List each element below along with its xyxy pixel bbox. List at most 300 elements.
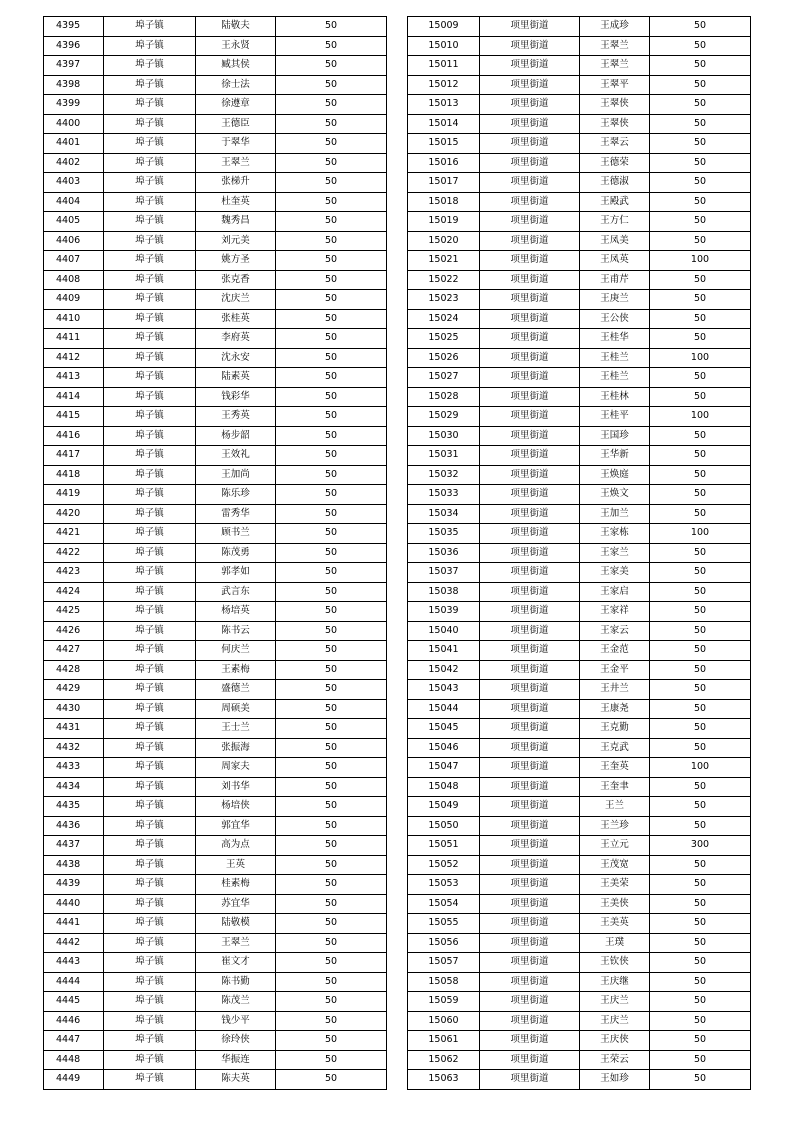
record-id-cell: 15058 xyxy=(408,972,480,992)
town-cell: 项里街道 xyxy=(480,582,580,602)
right-table xyxy=(407,16,751,1090)
town-cell: 埠子镇 xyxy=(104,387,196,407)
table-row xyxy=(408,231,751,251)
amount-cell: 50 xyxy=(276,972,387,992)
table-row xyxy=(44,972,387,992)
town-cell: 埠子镇 xyxy=(104,270,196,290)
town-cell: 项里街道 xyxy=(480,777,580,797)
amount-cell: 50 xyxy=(650,1031,751,1051)
record-id-cell: 4441 xyxy=(44,914,104,934)
table-row xyxy=(44,173,387,193)
table-row xyxy=(408,1031,751,1051)
person-name-cell: 杨培侠 xyxy=(196,797,276,817)
amount-cell: 50 xyxy=(276,914,387,934)
record-id-cell: 4408 xyxy=(44,270,104,290)
amount-cell: 50 xyxy=(650,563,751,583)
person-name-cell: 王庆兰 xyxy=(580,992,650,1012)
amount-cell: 50 xyxy=(650,192,751,212)
town-cell: 项里街道 xyxy=(480,933,580,953)
amount-cell: 50 xyxy=(650,173,751,193)
left-table-body xyxy=(44,17,387,1090)
person-name-cell: 顾书兰 xyxy=(196,524,276,544)
person-name-cell: 王茂宽 xyxy=(580,855,650,875)
record-id-cell: 4401 xyxy=(44,134,104,154)
town-cell: 项里街道 xyxy=(480,816,580,836)
person-name-cell: 钱少平 xyxy=(196,1011,276,1031)
amount-cell: 50 xyxy=(276,582,387,602)
table-row xyxy=(44,855,387,875)
town-cell: 项里街道 xyxy=(480,758,580,778)
amount-cell: 50 xyxy=(650,875,751,895)
town-cell: 项里街道 xyxy=(480,699,580,719)
table-row xyxy=(408,485,751,505)
record-id-cell: 15053 xyxy=(408,875,480,895)
table-row xyxy=(408,504,751,524)
table-row xyxy=(408,992,751,1012)
table-row xyxy=(408,641,751,661)
person-name-cell: 张振海 xyxy=(196,738,276,758)
town-cell: 埠子镇 xyxy=(104,329,196,349)
person-name-cell: 王素梅 xyxy=(196,660,276,680)
record-id-cell: 15020 xyxy=(408,231,480,251)
person-name-cell: 王庚兰 xyxy=(580,290,650,310)
table-row xyxy=(408,738,751,758)
town-cell: 埠子镇 xyxy=(104,348,196,368)
record-id-cell: 4438 xyxy=(44,855,104,875)
amount-cell: 50 xyxy=(276,446,387,466)
amount-cell: 50 xyxy=(276,173,387,193)
record-id-cell: 4395 xyxy=(44,17,104,37)
record-id-cell: 15033 xyxy=(408,485,480,505)
table-row xyxy=(408,134,751,154)
person-name-cell: 王井兰 xyxy=(580,680,650,700)
record-id-cell: 4424 xyxy=(44,582,104,602)
town-cell: 埠子镇 xyxy=(104,602,196,622)
record-id-cell: 4412 xyxy=(44,348,104,368)
record-id-cell: 15055 xyxy=(408,914,480,934)
town-cell: 埠子镇 xyxy=(104,621,196,641)
record-id-cell: 4446 xyxy=(44,1011,104,1031)
amount-cell: 300 xyxy=(650,836,751,856)
record-id-cell: 4425 xyxy=(44,602,104,622)
record-id-cell: 4417 xyxy=(44,446,104,466)
town-cell: 埠子镇 xyxy=(104,582,196,602)
person-name-cell: 陈书云 xyxy=(196,621,276,641)
record-id-cell: 4443 xyxy=(44,953,104,973)
amount-cell: 50 xyxy=(650,953,751,973)
amount-cell: 50 xyxy=(276,329,387,349)
table-row xyxy=(408,621,751,641)
record-id-cell: 15060 xyxy=(408,1011,480,1031)
record-id-cell: 4419 xyxy=(44,485,104,505)
person-name-cell: 王兰珍 xyxy=(580,816,650,836)
town-cell: 项里街道 xyxy=(480,738,580,758)
table-row xyxy=(44,36,387,56)
person-name-cell: 武言东 xyxy=(196,582,276,602)
person-name-cell: 王康尧 xyxy=(580,699,650,719)
record-id-cell: 15041 xyxy=(408,641,480,661)
table-row xyxy=(44,309,387,329)
amount-cell: 50 xyxy=(650,1070,751,1090)
table-row xyxy=(408,95,751,115)
amount-cell: 100 xyxy=(650,407,751,427)
person-name-cell: 王秀英 xyxy=(196,407,276,427)
town-cell: 埠子镇 xyxy=(104,719,196,739)
amount-cell: 50 xyxy=(650,426,751,446)
record-id-cell: 15050 xyxy=(408,816,480,836)
town-cell: 埠子镇 xyxy=(104,309,196,329)
person-name-cell: 王兰 xyxy=(580,797,650,817)
table-row xyxy=(44,114,387,134)
town-cell: 埠子镇 xyxy=(104,114,196,134)
amount-cell: 50 xyxy=(276,309,387,329)
amount-cell: 50 xyxy=(276,153,387,173)
person-name-cell: 钱彩华 xyxy=(196,387,276,407)
person-name-cell: 王奎聿 xyxy=(580,777,650,797)
person-name-cell: 王庆继 xyxy=(580,972,650,992)
record-id-cell: 15057 xyxy=(408,953,480,973)
amount-cell: 50 xyxy=(276,348,387,368)
town-cell: 项里街道 xyxy=(480,153,580,173)
person-name-cell: 何庆兰 xyxy=(196,641,276,661)
town-cell: 项里街道 xyxy=(480,426,580,446)
town-cell: 埠子镇 xyxy=(104,563,196,583)
table-row xyxy=(408,933,751,953)
amount-cell: 50 xyxy=(276,524,387,544)
person-name-cell: 王金平 xyxy=(580,660,650,680)
table-row xyxy=(408,1050,751,1070)
town-cell: 项里街道 xyxy=(480,114,580,134)
record-id-cell: 4445 xyxy=(44,992,104,1012)
record-id-cell: 15014 xyxy=(408,114,480,134)
table-row xyxy=(44,680,387,700)
table-row xyxy=(44,407,387,427)
record-id-cell: 4397 xyxy=(44,56,104,76)
amount-cell: 50 xyxy=(276,1050,387,1070)
person-name-cell: 苏宜华 xyxy=(196,894,276,914)
table-row xyxy=(44,758,387,778)
person-name-cell: 于翠华 xyxy=(196,134,276,154)
town-cell: 埠子镇 xyxy=(104,56,196,76)
town-cell: 埠子镇 xyxy=(104,95,196,115)
amount-cell: 50 xyxy=(276,1070,387,1090)
amount-cell: 50 xyxy=(276,602,387,622)
person-name-cell: 徐玲侠 xyxy=(196,1031,276,1051)
amount-cell: 50 xyxy=(276,777,387,797)
town-cell: 项里街道 xyxy=(480,914,580,934)
table-row xyxy=(44,368,387,388)
record-id-cell: 4399 xyxy=(44,95,104,115)
person-name-cell: 王翠侠 xyxy=(580,95,650,115)
amount-cell: 50 xyxy=(276,1011,387,1031)
record-id-cell: 4444 xyxy=(44,972,104,992)
amount-cell: 50 xyxy=(650,602,751,622)
town-cell: 埠子镇 xyxy=(104,36,196,56)
record-id-cell: 4416 xyxy=(44,426,104,446)
town-cell: 项里街道 xyxy=(480,797,580,817)
person-name-cell: 王家兰 xyxy=(580,543,650,563)
town-cell: 埠子镇 xyxy=(104,192,196,212)
amount-cell: 50 xyxy=(650,914,751,934)
amount-cell: 50 xyxy=(276,368,387,388)
table-row xyxy=(408,192,751,212)
town-cell: 埠子镇 xyxy=(104,875,196,895)
person-name-cell: 杨培英 xyxy=(196,602,276,622)
record-id-cell: 4420 xyxy=(44,504,104,524)
table-row xyxy=(44,270,387,290)
town-cell: 项里街道 xyxy=(480,251,580,271)
record-id-cell: 4439 xyxy=(44,875,104,895)
amount-cell: 50 xyxy=(276,816,387,836)
table-row xyxy=(408,563,751,583)
person-name-cell: 王殿武 xyxy=(580,192,650,212)
amount-cell: 50 xyxy=(650,1011,751,1031)
table-row xyxy=(408,582,751,602)
town-cell: 项里街道 xyxy=(480,17,580,37)
record-id-cell: 15032 xyxy=(408,465,480,485)
table-row xyxy=(44,582,387,602)
table-row xyxy=(408,602,751,622)
person-name-cell: 王公侠 xyxy=(580,309,650,329)
record-id-cell: 15025 xyxy=(408,329,480,349)
record-id-cell: 15049 xyxy=(408,797,480,817)
amount-cell: 50 xyxy=(650,680,751,700)
town-cell: 项里街道 xyxy=(480,270,580,290)
amount-cell: 50 xyxy=(276,134,387,154)
table-row xyxy=(408,758,751,778)
amount-cell: 50 xyxy=(650,56,751,76)
amount-cell: 50 xyxy=(276,1031,387,1051)
table-row xyxy=(44,1011,387,1031)
amount-cell: 50 xyxy=(276,114,387,134)
town-cell: 项里街道 xyxy=(480,621,580,641)
record-id-cell: 15037 xyxy=(408,563,480,583)
table-row xyxy=(44,95,387,115)
person-name-cell: 刘元美 xyxy=(196,231,276,251)
record-id-cell: 15010 xyxy=(408,36,480,56)
town-cell: 埠子镇 xyxy=(104,524,196,544)
amount-cell: 50 xyxy=(650,992,751,1012)
table-row xyxy=(408,114,751,134)
table-row xyxy=(408,368,751,388)
person-name-cell: 王家云 xyxy=(580,621,650,641)
person-name-cell: 王德荣 xyxy=(580,153,650,173)
table-row xyxy=(408,387,751,407)
person-name-cell: 王焕文 xyxy=(580,485,650,505)
record-id-cell: 15036 xyxy=(408,543,480,563)
amount-cell: 50 xyxy=(650,641,751,661)
record-id-cell: 15045 xyxy=(408,719,480,739)
amount-cell: 50 xyxy=(650,465,751,485)
town-cell: 项里街道 xyxy=(480,134,580,154)
table-row xyxy=(44,953,387,973)
record-id-cell: 15034 xyxy=(408,504,480,524)
amount-cell: 50 xyxy=(276,855,387,875)
person-name-cell: 王奎英 xyxy=(580,758,650,778)
amount-cell: 50 xyxy=(650,309,751,329)
person-name-cell: 王凤美 xyxy=(580,231,650,251)
record-id-cell: 4449 xyxy=(44,1070,104,1090)
amount-cell: 50 xyxy=(276,290,387,310)
amount-cell: 50 xyxy=(276,953,387,973)
amount-cell: 50 xyxy=(650,212,751,232)
record-id-cell: 4440 xyxy=(44,894,104,914)
table-row xyxy=(44,699,387,719)
amount-cell: 50 xyxy=(276,836,387,856)
amount-cell: 50 xyxy=(276,504,387,524)
town-cell: 埠子镇 xyxy=(104,485,196,505)
town-cell: 项里街道 xyxy=(480,875,580,895)
table-row xyxy=(44,348,387,368)
person-name-cell: 王凤英 xyxy=(580,251,650,271)
record-id-cell: 4411 xyxy=(44,329,104,349)
table-row xyxy=(44,1070,387,1090)
record-id-cell: 4430 xyxy=(44,699,104,719)
table-row xyxy=(408,855,751,875)
table-row xyxy=(408,348,751,368)
record-id-cell: 4421 xyxy=(44,524,104,544)
person-name-cell: 崔文才 xyxy=(196,953,276,973)
record-id-cell: 15024 xyxy=(408,309,480,329)
person-name-cell: 郭孝如 xyxy=(196,563,276,583)
town-cell: 埠子镇 xyxy=(104,134,196,154)
amount-cell: 50 xyxy=(650,738,751,758)
town-cell: 埠子镇 xyxy=(104,1031,196,1051)
person-name-cell: 陆敬模 xyxy=(196,914,276,934)
amount-cell: 50 xyxy=(276,563,387,583)
person-name-cell: 魏秀昌 xyxy=(196,212,276,232)
town-cell: 项里街道 xyxy=(480,1050,580,1070)
record-id-cell: 4403 xyxy=(44,173,104,193)
record-id-cell: 4448 xyxy=(44,1050,104,1070)
amount-cell: 50 xyxy=(276,875,387,895)
person-name-cell: 王翠兰 xyxy=(580,56,650,76)
record-id-cell: 15048 xyxy=(408,777,480,797)
town-cell: 埠子镇 xyxy=(104,953,196,973)
person-name-cell: 桂素梅 xyxy=(196,875,276,895)
town-cell: 埠子镇 xyxy=(104,680,196,700)
record-id-cell: 15029 xyxy=(408,407,480,427)
amount-cell: 50 xyxy=(276,251,387,271)
town-cell: 项里街道 xyxy=(480,173,580,193)
town-cell: 项里街道 xyxy=(480,231,580,251)
record-id-cell: 4406 xyxy=(44,231,104,251)
person-name-cell: 王永贤 xyxy=(196,36,276,56)
person-name-cell: 高为点 xyxy=(196,836,276,856)
record-id-cell: 4436 xyxy=(44,816,104,836)
table-row xyxy=(44,563,387,583)
record-id-cell: 15026 xyxy=(408,348,480,368)
amount-cell: 50 xyxy=(650,231,751,251)
record-id-cell: 15015 xyxy=(408,134,480,154)
record-id-cell: 15018 xyxy=(408,192,480,212)
table-row xyxy=(44,816,387,836)
amount-cell: 50 xyxy=(650,894,751,914)
amount-cell: 50 xyxy=(276,660,387,680)
person-name-cell: 王庆兰 xyxy=(580,1011,650,1031)
record-id-cell: 4402 xyxy=(44,153,104,173)
table-row xyxy=(44,290,387,310)
amount-cell: 50 xyxy=(650,17,751,37)
person-name-cell: 王桂华 xyxy=(580,329,650,349)
town-cell: 埠子镇 xyxy=(104,231,196,251)
record-id-cell: 15052 xyxy=(408,855,480,875)
person-name-cell: 盛德兰 xyxy=(196,680,276,700)
amount-cell: 50 xyxy=(276,95,387,115)
record-id-cell: 15044 xyxy=(408,699,480,719)
amount-cell: 50 xyxy=(650,719,751,739)
town-cell: 项里街道 xyxy=(480,485,580,505)
table-row xyxy=(44,602,387,622)
table-row xyxy=(44,621,387,641)
town-cell: 项里街道 xyxy=(480,56,580,76)
person-name-cell: 王英 xyxy=(196,855,276,875)
record-id-cell: 4396 xyxy=(44,36,104,56)
person-name-cell: 王钦侠 xyxy=(580,953,650,973)
person-name-cell: 陈夫英 xyxy=(196,1070,276,1090)
table-row xyxy=(408,309,751,329)
table-row xyxy=(408,699,751,719)
table-row xyxy=(408,251,751,271)
table-row xyxy=(44,504,387,524)
town-cell: 埠子镇 xyxy=(104,75,196,95)
table-row xyxy=(408,719,751,739)
record-id-cell: 4435 xyxy=(44,797,104,817)
town-cell: 项里街道 xyxy=(480,836,580,856)
record-id-cell: 4409 xyxy=(44,290,104,310)
table-row xyxy=(44,485,387,505)
amount-cell: 50 xyxy=(650,75,751,95)
table-row xyxy=(44,992,387,1012)
town-cell: 埠子镇 xyxy=(104,992,196,1012)
person-name-cell: 王美荣 xyxy=(580,875,650,895)
table-row xyxy=(44,251,387,271)
town-cell: 埠子镇 xyxy=(104,1011,196,1031)
record-id-cell: 4433 xyxy=(44,758,104,778)
town-cell: 项里街道 xyxy=(480,368,580,388)
town-cell: 项里街道 xyxy=(480,719,580,739)
table-row xyxy=(44,836,387,856)
amount-cell: 50 xyxy=(650,504,751,524)
town-cell: 埠子镇 xyxy=(104,153,196,173)
amount-cell: 50 xyxy=(276,192,387,212)
person-name-cell: 沈永安 xyxy=(196,348,276,368)
amount-cell: 50 xyxy=(650,933,751,953)
person-name-cell: 李府英 xyxy=(196,329,276,349)
person-name-cell: 王成珍 xyxy=(580,17,650,37)
table-row xyxy=(408,329,751,349)
person-name-cell: 王华新 xyxy=(580,446,650,466)
record-id-cell: 4414 xyxy=(44,387,104,407)
town-cell: 项里街道 xyxy=(480,680,580,700)
town-cell: 埠子镇 xyxy=(104,368,196,388)
record-id-cell: 15027 xyxy=(408,368,480,388)
person-name-cell: 张桂英 xyxy=(196,309,276,329)
amount-cell: 100 xyxy=(650,348,751,368)
person-name-cell: 王效礼 xyxy=(196,446,276,466)
amount-cell: 50 xyxy=(276,621,387,641)
record-id-cell: 4427 xyxy=(44,641,104,661)
table-row xyxy=(408,17,751,37)
town-cell: 埠子镇 xyxy=(104,914,196,934)
town-cell: 埠子镇 xyxy=(104,797,196,817)
record-id-cell: 15051 xyxy=(408,836,480,856)
record-id-cell: 4437 xyxy=(44,836,104,856)
amount-cell: 50 xyxy=(650,816,751,836)
table-row xyxy=(408,524,751,544)
town-cell: 埠子镇 xyxy=(104,173,196,193)
amount-cell: 50 xyxy=(650,1050,751,1070)
